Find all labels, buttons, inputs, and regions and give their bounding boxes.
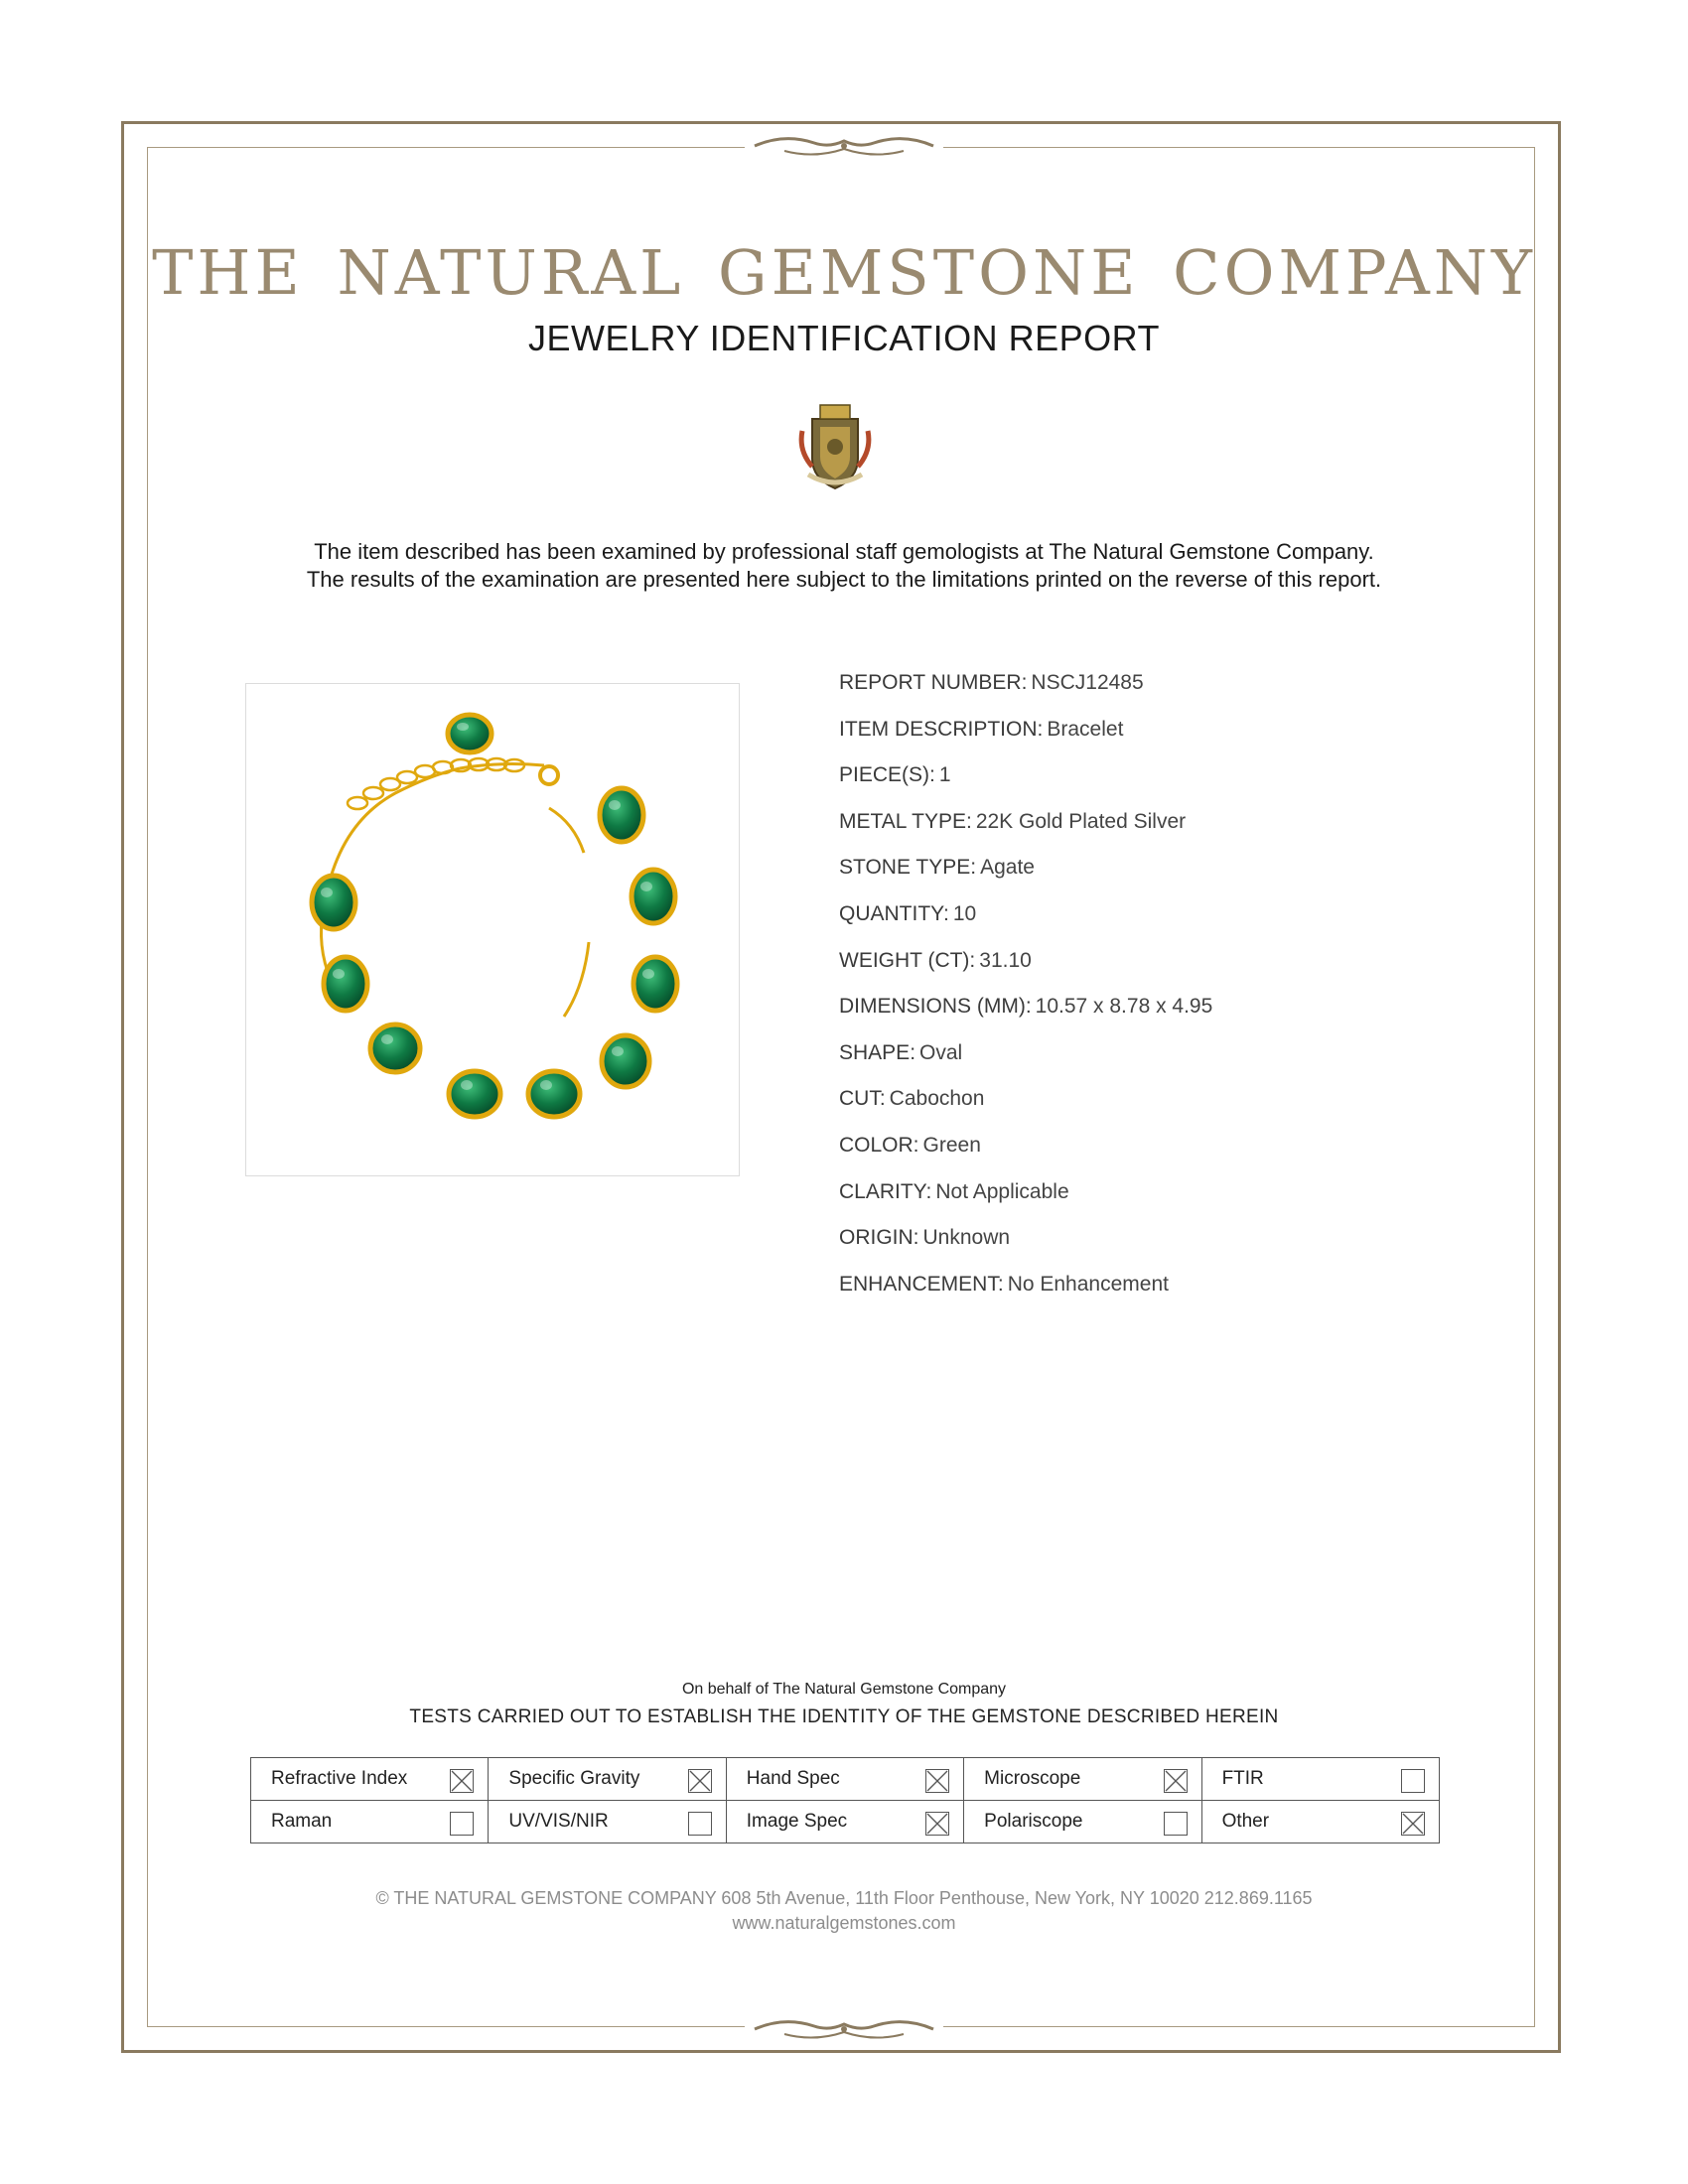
test-label: Refractive Index (271, 1768, 408, 1789)
tests-table (250, 1757, 1440, 1843)
tests-row (251, 1801, 1440, 1843)
footer-url: www.naturalgemstones.com (732, 1913, 956, 1933)
checkmark-x-icon (1165, 1770, 1187, 1792)
test-cell (489, 1758, 726, 1801)
checkmark-x-icon (451, 1770, 473, 1792)
test-checkbox[interactable] (925, 1769, 949, 1793)
detail-clarity: CLARITY: Not Applicable (839, 1179, 1069, 1203)
detail-shape: SHAPE: Oval (839, 1040, 963, 1064)
detail-report-number: REPORT NUMBER: NSCJ12485 (839, 671, 1144, 694)
test-cell (251, 1758, 489, 1801)
test-label: Other (1221, 1811, 1270, 1832)
product-photo (245, 683, 740, 1176)
test-cell (1201, 1801, 1439, 1843)
test-checkbox[interactable] (450, 1812, 474, 1836)
report-title: JEWELRY IDENTIFICATION REPORT (528, 318, 1160, 358)
intro-text (0, 538, 1688, 594)
tests-row (251, 1758, 1440, 1801)
test-checkbox[interactable] (688, 1769, 712, 1793)
test-cell (251, 1801, 489, 1843)
report-details (839, 671, 1534, 1318)
test-cell (489, 1801, 726, 1843)
checkmark-x-icon (689, 1770, 711, 1792)
intro-line-1: The item described has been examined by professional staff gemologists at The Natural Gemstone Company. (314, 539, 1374, 564)
detail-enhancement: ENHANCEMENT: No Enhancement (839, 1272, 1169, 1296)
test-checkbox[interactable] (1401, 1812, 1425, 1836)
top-ornament-icon (745, 131, 943, 161)
detail-cut: CUT: Cabochon (839, 1087, 985, 1111)
detail-item-description: ITEM DESCRIPTION: Bracelet (839, 717, 1124, 741)
test-label: Raman (271, 1811, 333, 1832)
detail-weight: WEIGHT (CT): 31.10 (839, 948, 1032, 972)
test-label: Image Spec (746, 1811, 848, 1832)
test-checkbox[interactable] (1164, 1769, 1188, 1793)
detail-origin: ORIGIN: Unknown (839, 1226, 1011, 1250)
company-name: THE NATURAL GEMSTONE COMPANY (152, 236, 1536, 309)
footer-address: © THE NATURAL GEMSTONE COMPANY 608 5th Avenue, 11th Floor Penthouse, New York, NY 10020 212.869.1165 (375, 1888, 1313, 1908)
checkmark-x-icon (1402, 1813, 1424, 1835)
test-checkbox[interactable] (450, 1769, 474, 1793)
test-cell (964, 1801, 1201, 1843)
test-cell (726, 1801, 963, 1843)
behalf-text: On behalf of The Natural Gemstone Company (681, 1681, 1007, 1698)
test-label: Microscope (984, 1768, 1081, 1789)
test-label: Specific Gravity (508, 1768, 640, 1789)
test-label: Polariscope (984, 1811, 1083, 1832)
test-checkbox[interactable] (1164, 1812, 1188, 1836)
company-crest-icon (798, 401, 872, 492)
detail-color: COLOR: Green (839, 1133, 981, 1157)
detail-stone-type: STONE TYPE: Agate (839, 856, 1035, 880)
test-checkbox[interactable] (688, 1812, 712, 1836)
test-checkbox[interactable] (925, 1812, 949, 1836)
detail-pieces: PIECE(S): 1 (839, 763, 951, 787)
test-checkbox[interactable] (1401, 1769, 1425, 1793)
test-label: FTIR (1221, 1768, 1264, 1789)
test-cell (964, 1758, 1201, 1801)
tests-title: TESTS CARRIED OUT TO ESTABLISH THE IDENTITY OF THE GEMSTONE DESCRIBED HEREIN (409, 1706, 1279, 1727)
detail-quantity: QUANTITY: 10 (839, 901, 977, 925)
test-cell (1201, 1758, 1439, 1801)
detail-dimensions: DIMENSIONS (MM): 10.57 x 8.78 x 4.95 (839, 995, 1213, 1019)
test-label: UV/VIS/NIR (508, 1811, 609, 1832)
test-label: Hand Spec (746, 1768, 840, 1789)
checkmark-x-icon (926, 1813, 948, 1835)
bracelet-image (246, 684, 739, 1175)
test-cell (726, 1758, 963, 1801)
detail-metal-type: METAL TYPE: 22K Gold Plated Silver (839, 809, 1187, 833)
bottom-ornament-icon (745, 2014, 943, 2044)
intro-line-2: The results of the examination are presented here subject to the limitations printed on the reverse of this report. (306, 567, 1382, 592)
checkmark-x-icon (926, 1770, 948, 1792)
